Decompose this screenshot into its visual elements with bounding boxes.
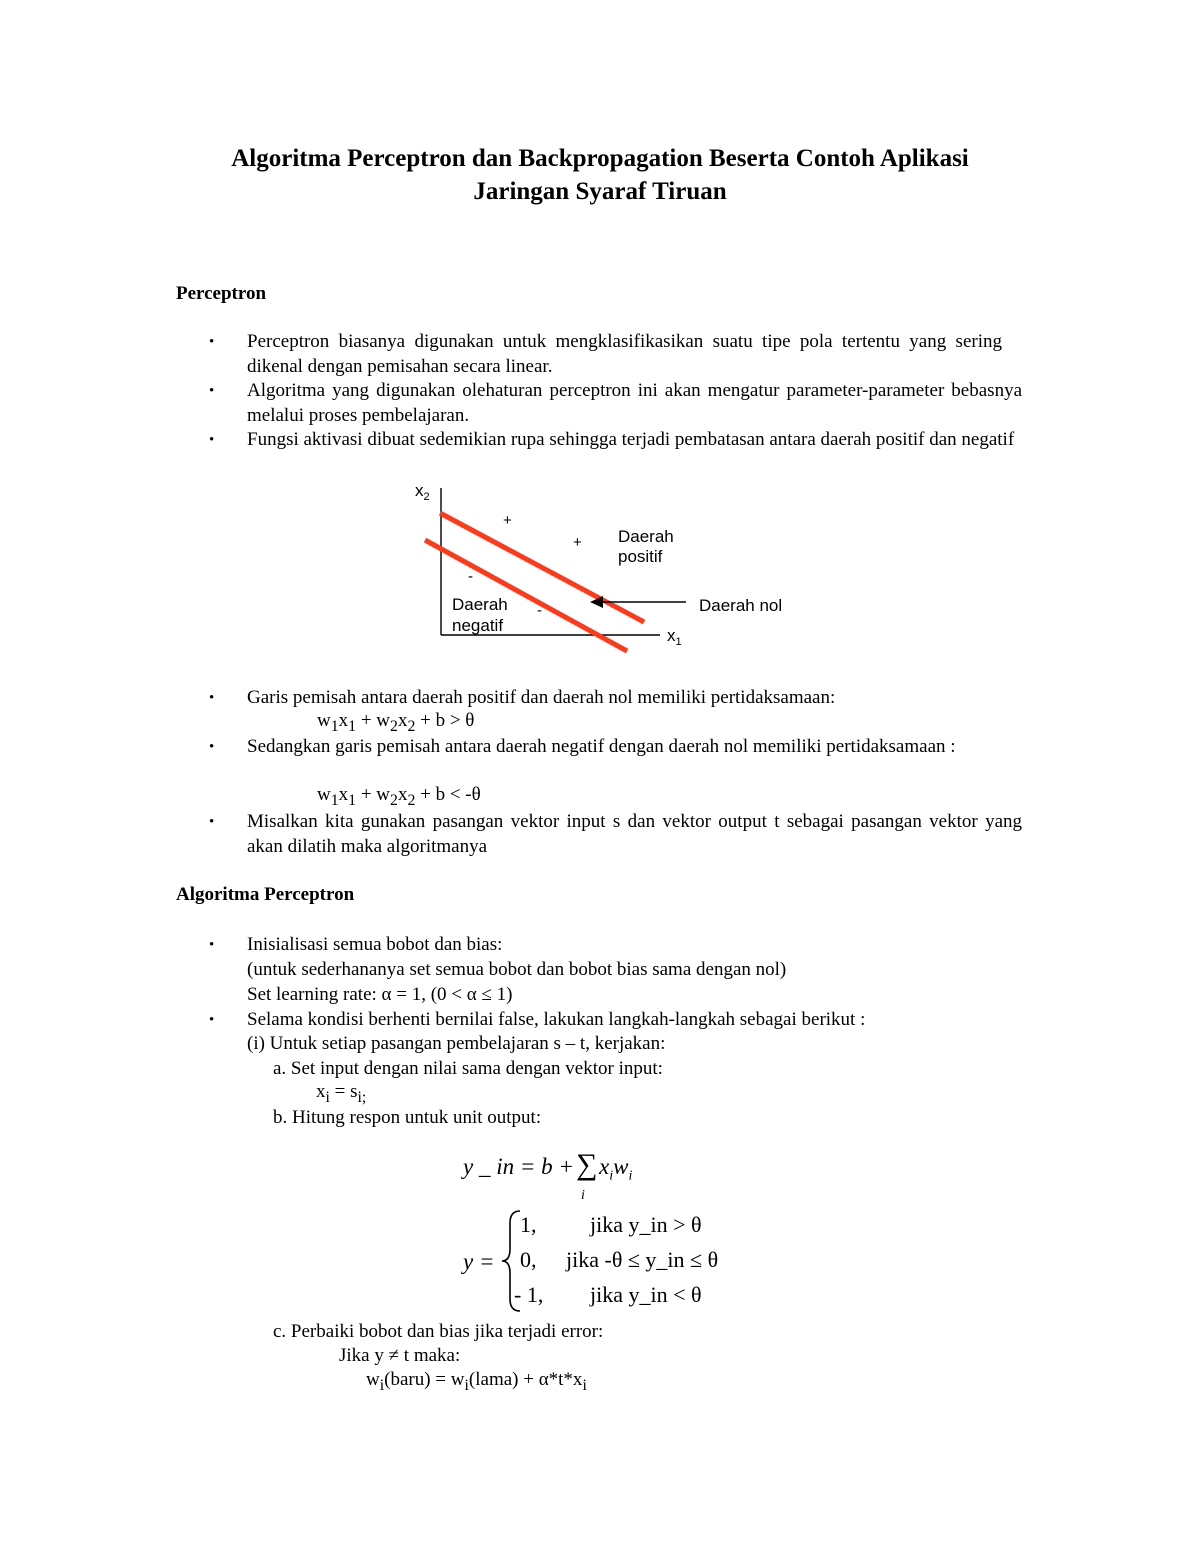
y-piecewise-label: y = [463, 1249, 495, 1274]
bullet-marker: • [209, 432, 215, 448]
section-heading-algoritma-perceptron: Algoritma Perceptron [176, 884, 355, 905]
sum-index: i [581, 1188, 585, 1203]
bullet-marker: • [209, 739, 215, 755]
bullet-text-3: Fungsi aktivasi dibuat sedemikian rupa sehingga terjadi pembatasan antara daerah positif dan negatif [247, 429, 1015, 450]
plus-sign: + [573, 534, 582, 551]
plus-sign: + [503, 512, 512, 529]
y-in-formula: y _ in = b + [463, 1154, 574, 1179]
minus-sign: - [468, 568, 473, 585]
bullet-marker: • [209, 937, 215, 953]
daerah-nol-label: Daerah nol [699, 596, 783, 615]
case3-condition: jika y_in < θ [590, 1282, 702, 1307]
bullet-text-2: Algoritma yang digunakan olehaturan perceptron ini akan mengatur parameter-parameter bebasnya melalui proses pembelajaran. [247, 380, 1022, 426]
document-title-line1: Algoritma Perceptron dan Backpropagation Beserta Contoh Aplikasi [231, 145, 969, 172]
bullet-text-1: Perceptron biasanya digunakan untuk mengklasifikasikan suatu tipe pola tertentu yang sering dikenal dengan pemisahan secara linear. [247, 331, 1002, 377]
inequality-positive: $w_1x_1 + w_2x_2 + b > \theta$ [317, 710, 475, 735]
case3-value: - 1, [514, 1282, 544, 1307]
step-c: c. Perbaiki bobot dan bias jika terjadi error: [273, 1321, 604, 1342]
step-init-line2: (untuk sederhananya set semua bobot dan bobot bias sama dengan nol) [247, 959, 787, 980]
x2-axis-label: $x_2$ [415, 481, 430, 503]
step-loop-line2: (i) Untuk setiap pasangan pembelajaran s – t, kerjakan: [247, 1033, 666, 1054]
case1-condition: jika y_in > θ [590, 1212, 702, 1237]
bullet-marker: • [209, 334, 215, 350]
bullet-marker: • [209, 690, 215, 706]
section-heading-perceptron: Perceptron [176, 283, 267, 304]
sum-symbol: ∑ [576, 1148, 598, 1181]
step-init-line3: Set learning rate: α = 1, (0 < α ≤ 1) [247, 984, 513, 1005]
case2-condition: jika -θ ≤ y_in ≤ θ [566, 1247, 719, 1272]
weight-update-formula: $w_i(baru)$ = $w_i(lama) + \alpha*t*x_i$ [366, 1369, 587, 1394]
daerah-negatif-label: Daerah [452, 595, 508, 614]
case1-value: 1, [520, 1212, 537, 1237]
x1-axis-label: $x_1$ [667, 626, 682, 648]
daerah-positif-label: positif [618, 547, 663, 566]
inequality-negative: $w_1x_1 + w_2x_2 + b < -\theta$ [317, 784, 481, 809]
step-loop-line1: Selama kondisi berhenti bernilai false, lakukan langkah-langkah sebagai berikut : [247, 1009, 866, 1030]
bullet-text-4: Garis pemisah antara daerah positif dan daerah nol memiliki pertidaksamaan: [247, 687, 836, 708]
daerah-positif-label: Daerah [618, 527, 674, 546]
step-a: a. Set input dengan nilai sama dengan vektor input: [273, 1058, 663, 1079]
document-title-line2: Jaringan Syaraf Tiruan [473, 178, 727, 205]
step-init-line1: Inisialisasi semua bobot dan bias: [247, 934, 503, 955]
linear-separation-figure [0, 470, 1200, 670]
bullet-text-5: Sedangkan garis pemisah antara daerah negatif dengan daerah nol memiliki pertidaksamaan : [247, 736, 956, 757]
step-a-formula: $x_i = s_{i;}$ [316, 1081, 367, 1106]
bullet-text-6: Misalkan kita gunakan pasangan vektor input s dan vektor output t sebagai pasangan vektor yang akan dilatih maka algoritmanya [247, 811, 1022, 857]
sum-term: $x_iw_i$ [599, 1154, 633, 1184]
minus-sign: - [537, 602, 542, 619]
bullet-marker: • [209, 383, 215, 399]
bullet-marker: • [209, 1012, 215, 1028]
bullet-marker: • [209, 814, 215, 830]
step-b: b. Hitung respon untuk unit output: [273, 1107, 542, 1128]
case2-value: 0, [520, 1247, 537, 1272]
step-c-condition: Jika y ≠ t maka: [339, 1345, 461, 1366]
daerah-negatif-label: negatif [452, 616, 504, 635]
